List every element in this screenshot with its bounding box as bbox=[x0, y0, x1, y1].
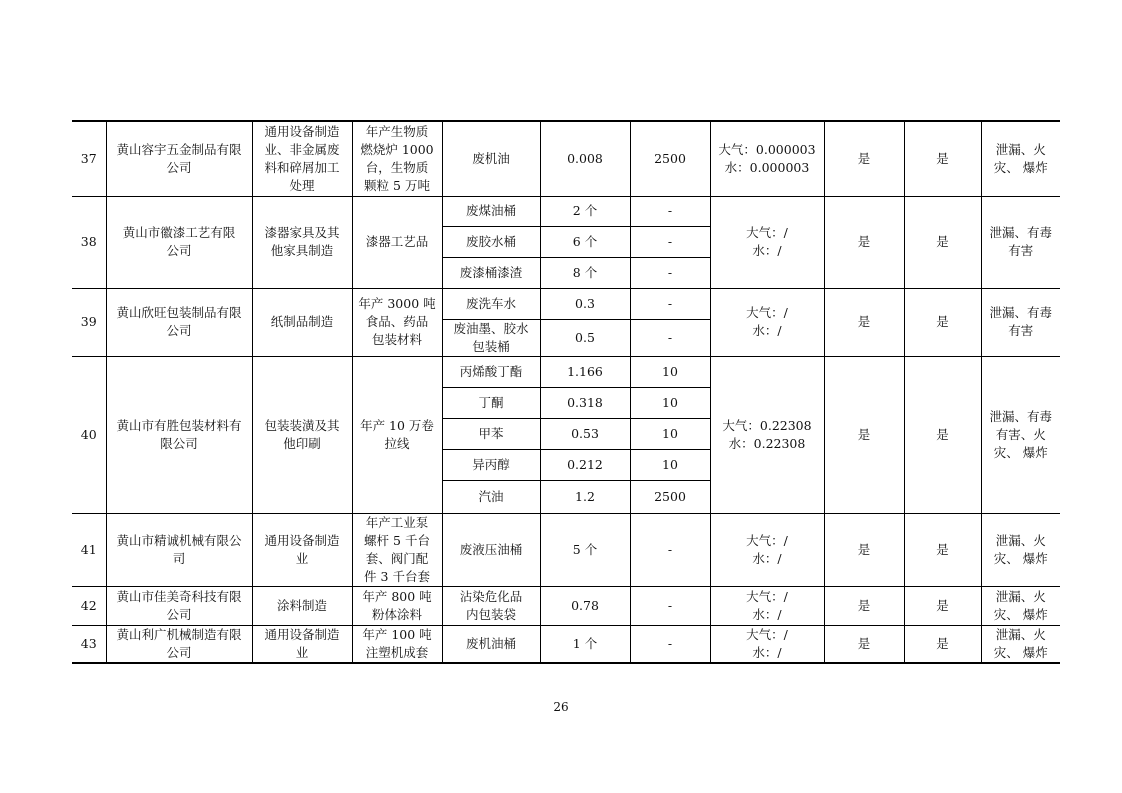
company-name-cell bbox=[106, 586, 252, 625]
threshold-cell bbox=[630, 121, 710, 196]
quantity-cell bbox=[540, 480, 630, 513]
quantity-cell bbox=[540, 356, 630, 387]
flag-cell-a-text: 是 bbox=[857, 541, 871, 557]
industry-cell bbox=[252, 356, 352, 513]
company-name-cell-text: 黄山市精诚机械有限公 司 bbox=[116, 532, 242, 566]
industry-cell-text: 涂料制造 bbox=[276, 597, 327, 613]
company-name-cell bbox=[106, 513, 252, 586]
industry-cell-text: 纸制品制造 bbox=[270, 314, 334, 329]
threshold-cell bbox=[630, 513, 710, 586]
substance-name-cell bbox=[442, 513, 540, 586]
substance-name-cell-text: 废机油桶 bbox=[465, 635, 516, 651]
product-cell bbox=[352, 288, 442, 356]
company-name-cell-text: 黄山利广机械制造有限 公司 bbox=[116, 626, 242, 660]
product-cell bbox=[352, 121, 442, 196]
threshold-cell-text: - bbox=[667, 635, 673, 651]
flag-cell-b bbox=[904, 196, 981, 288]
product-cell bbox=[352, 513, 442, 586]
industry-cell-text: 通用设备制造 业、非金属废 料和碎屑加工 处理 bbox=[264, 123, 340, 193]
industry-cell-text: 通用设备制造 业 bbox=[264, 532, 340, 566]
company-name-cell bbox=[106, 121, 252, 196]
risk-type-cell bbox=[981, 513, 1060, 586]
quantity-cell-text: 0.5 bbox=[575, 329, 595, 345]
substance-name-cell bbox=[442, 625, 540, 663]
substance-name-cell bbox=[442, 121, 540, 196]
emission-cell bbox=[710, 288, 824, 356]
flag-cell-a bbox=[824, 356, 904, 513]
risk-type-cell bbox=[981, 356, 1060, 513]
company-name-cell bbox=[106, 625, 252, 663]
threshold-cell-text: - bbox=[667, 295, 673, 311]
industry-cell bbox=[252, 121, 352, 196]
emission-cell-text: 大气：/ 水：/ bbox=[746, 305, 788, 338]
company-name-cell-text: 黄山市徽漆工艺有限 公司 bbox=[122, 225, 236, 258]
risk-type-cell-text: 泄漏、火 灾、 爆炸 bbox=[993, 588, 1048, 622]
table-row bbox=[72, 513, 1060, 586]
flag-cell-b-text: 是 bbox=[936, 150, 949, 166]
product-cell-text: 年产工业泵 螺杆 5 千台 套、阀门配 件 3 千台套 bbox=[364, 514, 430, 584]
risk-type-cell bbox=[981, 196, 1060, 288]
industry-cell-text: 包装装潢及其 他印刷 bbox=[264, 417, 340, 451]
table-row bbox=[72, 625, 1060, 663]
industry-cell-text: 漆器家具及其 他家具制造 bbox=[264, 225, 340, 258]
threshold-cell bbox=[630, 480, 710, 513]
flag-cell-b bbox=[904, 513, 981, 586]
substance-name-cell-text: 废胶水桶 bbox=[465, 233, 516, 249]
quantity-cell-text: 8 个 bbox=[572, 264, 598, 280]
company-name-cell bbox=[106, 196, 252, 288]
industry-cell bbox=[252, 513, 352, 586]
row-number-cell bbox=[72, 625, 106, 663]
emission-cell bbox=[710, 356, 824, 513]
threshold-cell bbox=[630, 625, 710, 663]
row-number-cell-text: 38 bbox=[80, 234, 97, 249]
table-row bbox=[72, 356, 1060, 387]
threshold-cell-text: - bbox=[667, 597, 673, 613]
flag-cell-b bbox=[904, 625, 981, 663]
flag-cell-a-text: 是 bbox=[857, 635, 871, 651]
substance-name-cell-text: 废油墨、胶水 包装桶 bbox=[453, 320, 529, 354]
table-row bbox=[72, 586, 1060, 625]
threshold-cell bbox=[630, 257, 710, 288]
row-number-cell-text: 43 bbox=[80, 635, 97, 651]
table-row bbox=[72, 196, 1060, 226]
company-name-cell bbox=[106, 356, 252, 513]
flag-cell-a-text: 是 bbox=[857, 597, 871, 613]
quantity-cell bbox=[540, 196, 630, 226]
row-number-cell bbox=[72, 586, 106, 625]
flag-cell-a bbox=[824, 513, 904, 586]
flag-cell-a bbox=[824, 121, 904, 196]
flag-cell-b-text: 是 bbox=[936, 426, 949, 442]
threshold-cell bbox=[630, 319, 710, 356]
flag-cell-b-text: 是 bbox=[936, 234, 949, 249]
substance-name-cell-text: 丁酮 bbox=[478, 394, 504, 410]
flag-cell-a bbox=[824, 625, 904, 663]
company-name-cell-text: 黄山市佳美奇科技有限 公司 bbox=[116, 588, 242, 622]
threshold-cell bbox=[630, 418, 710, 449]
quantity-cell bbox=[540, 288, 630, 319]
substance-name-cell-text: 汽油 bbox=[478, 488, 504, 504]
substance-name-cell bbox=[442, 288, 540, 319]
emission-cell-text: 大气：0.000003 水：0.000003 bbox=[718, 141, 816, 175]
flag-cell-a-text: 是 bbox=[857, 426, 871, 442]
company-name-cell bbox=[106, 288, 252, 356]
product-cell-text: 年产 100 吨 注塑机成套 bbox=[362, 626, 432, 660]
substance-name-cell bbox=[442, 196, 540, 226]
page-number: 26 bbox=[553, 700, 569, 714]
company-name-cell-text: 黄山欣旺包装制品有限 公司 bbox=[116, 305, 242, 338]
product-cell-text: 漆器工艺品 bbox=[365, 234, 429, 249]
threshold-cell-text: 10 bbox=[662, 394, 678, 410]
threshold-cell-text: - bbox=[667, 264, 673, 280]
flag-cell-a-text: 是 bbox=[857, 150, 871, 166]
threshold-cell bbox=[630, 586, 710, 625]
enterprise-risk-table bbox=[72, 120, 1060, 664]
quantity-cell bbox=[540, 586, 630, 625]
threshold-cell bbox=[630, 449, 710, 480]
risk-type-cell bbox=[981, 586, 1060, 625]
quantity-cell-text: 5 个 bbox=[572, 541, 598, 557]
risk-type-cell bbox=[981, 625, 1060, 663]
quantity-cell-text: 0.318 bbox=[567, 394, 603, 410]
threshold-cell-text: - bbox=[667, 541, 673, 557]
company-name-cell-text: 黄山市有胜包装材料有 限公司 bbox=[116, 417, 242, 451]
product-cell bbox=[352, 586, 442, 625]
emission-cell-text: 大气：/ 水：/ bbox=[746, 588, 788, 622]
row-number-cell bbox=[72, 121, 106, 196]
row-number-cell bbox=[72, 196, 106, 288]
risk-type-cell bbox=[981, 121, 1060, 196]
industry-cell bbox=[252, 586, 352, 625]
table-row bbox=[72, 121, 1060, 196]
substance-name-cell bbox=[442, 226, 540, 257]
quantity-cell-text: 0.78 bbox=[571, 597, 599, 613]
quantity-cell-text: 1 个 bbox=[572, 635, 598, 651]
emission-cell bbox=[710, 625, 824, 663]
threshold-cell-text: 2500 bbox=[654, 488, 686, 504]
threshold-cell-text: 2500 bbox=[654, 150, 686, 166]
risk-type-cell-text: 泄漏、火 灾、 爆炸 bbox=[993, 141, 1048, 175]
quantity-cell bbox=[540, 625, 630, 663]
table-body bbox=[72, 121, 1060, 663]
flag-cell-b bbox=[904, 356, 981, 513]
product-cell-text: 年产 800 吨 粉体涂料 bbox=[362, 588, 432, 622]
substance-name-cell-text: 甲苯 bbox=[478, 425, 504, 441]
quantity-cell-text: 0.212 bbox=[567, 456, 603, 472]
threshold-cell bbox=[630, 387, 710, 418]
risk-type-cell-text: 泄漏、火 灾、 爆炸 bbox=[993, 626, 1048, 660]
emission-cell-text: 大气：/ 水：/ bbox=[746, 626, 788, 660]
row-number-cell bbox=[72, 288, 106, 356]
flag-cell-b-text: 是 bbox=[936, 541, 949, 557]
quantity-cell-text: 1.166 bbox=[567, 363, 603, 379]
quantity-cell-text: 0.008 bbox=[567, 150, 603, 166]
substance-name-cell-text: 丙烯酸丁酯 bbox=[459, 363, 523, 379]
row-number-cell-text: 40 bbox=[80, 426, 97, 442]
row-number-cell bbox=[72, 513, 106, 586]
quantity-cell bbox=[540, 319, 630, 356]
substance-name-cell-text: 异丙醇 bbox=[472, 456, 510, 472]
quantity-cell-text: 6 个 bbox=[572, 233, 598, 249]
row-number-cell-text: 39 bbox=[80, 314, 97, 329]
risk-type-cell-text: 泄漏、有毒 有害 bbox=[989, 225, 1052, 258]
industry-cell bbox=[252, 196, 352, 288]
quantity-cell bbox=[540, 449, 630, 480]
row-number-cell-text: 42 bbox=[80, 597, 97, 613]
quantity-cell bbox=[540, 418, 630, 449]
emission-cell-text: 大气：/ 水：/ bbox=[746, 225, 788, 258]
emission-cell bbox=[710, 196, 824, 288]
quantity-cell bbox=[540, 513, 630, 586]
flag-cell-b bbox=[904, 288, 981, 356]
flag-cell-b-text: 是 bbox=[936, 314, 949, 329]
substance-name-cell-text: 废洗车水 bbox=[465, 295, 516, 311]
flag-cell-a bbox=[824, 288, 904, 356]
flag-cell-a-text: 是 bbox=[857, 314, 871, 329]
quantity-cell-text: 1.2 bbox=[575, 488, 595, 504]
threshold-cell-text: 10 bbox=[662, 363, 678, 379]
substance-name-cell bbox=[442, 449, 540, 480]
substance-name-cell-text: 废机油 bbox=[472, 150, 510, 166]
emission-cell bbox=[710, 121, 824, 196]
product-cell bbox=[352, 196, 442, 288]
quantity-cell bbox=[540, 387, 630, 418]
threshold-cell bbox=[630, 226, 710, 257]
row-number-cell-text: 37 bbox=[80, 150, 97, 166]
quantity-cell bbox=[540, 121, 630, 196]
substance-name-cell bbox=[442, 319, 540, 356]
risk-type-cell-text: 泄漏、有毒 有害、火 灾、 爆炸 bbox=[989, 408, 1052, 460]
product-cell-text: 年产生物质 燃烧炉 1000 台，生物质 颗粒 5 万吨 bbox=[360, 123, 434, 193]
threshold-cell-text: - bbox=[667, 233, 673, 249]
industry-cell-text: 通用设备制造 业 bbox=[264, 626, 340, 660]
substance-name-cell bbox=[442, 387, 540, 418]
emission-cell-text: 大气：0.22308 水：0.22308 bbox=[722, 417, 812, 451]
risk-type-cell-text: 泄漏、火 灾、 爆炸 bbox=[993, 532, 1048, 566]
threshold-cell bbox=[630, 288, 710, 319]
row-number-cell-text: 41 bbox=[80, 541, 97, 557]
quantity-cell-text: 2 个 bbox=[572, 203, 598, 218]
risk-type-cell bbox=[981, 288, 1060, 356]
substance-name-cell bbox=[442, 257, 540, 288]
substance-name-cell-text: 沾染危化品 内包装袋 bbox=[459, 588, 523, 622]
threshold-cell-text: - bbox=[667, 329, 673, 345]
substance-name-cell bbox=[442, 480, 540, 513]
table-row bbox=[72, 288, 1060, 319]
substance-name-cell-text: 废漆桶漆渣 bbox=[459, 264, 523, 280]
threshold-cell bbox=[630, 356, 710, 387]
threshold-cell-text: 10 bbox=[662, 425, 678, 441]
flag-cell-b bbox=[904, 121, 981, 196]
flag-cell-a bbox=[824, 196, 904, 288]
product-cell-text: 年产 10 万卷 拉线 bbox=[360, 417, 434, 451]
risk-type-cell-text: 泄漏、有毒 有害 bbox=[989, 305, 1052, 338]
industry-cell bbox=[252, 625, 352, 663]
emission-cell bbox=[710, 586, 824, 625]
substance-name-cell bbox=[442, 586, 540, 625]
threshold-cell-text: - bbox=[667, 203, 673, 218]
threshold-cell bbox=[630, 196, 710, 226]
flag-cell-b bbox=[904, 586, 981, 625]
industry-cell bbox=[252, 288, 352, 356]
product-cell-text: 年产 3000 吨 食品、药品 包装材料 bbox=[358, 296, 436, 347]
product-cell bbox=[352, 625, 442, 663]
substance-name-cell bbox=[442, 356, 540, 387]
quantity-cell-text: 0.3 bbox=[575, 295, 595, 311]
row-number-cell bbox=[72, 356, 106, 513]
emission-cell bbox=[710, 513, 824, 586]
flag-cell-a-text: 是 bbox=[857, 234, 871, 249]
substance-name-cell-text: 废煤油桶 bbox=[465, 203, 516, 218]
flag-cell-b-text: 是 bbox=[936, 597, 949, 613]
threshold-cell-text: 10 bbox=[662, 456, 678, 472]
quantity-cell bbox=[540, 257, 630, 288]
substance-name-cell bbox=[442, 418, 540, 449]
flag-cell-a bbox=[824, 586, 904, 625]
company-name-cell-text: 黄山容宇五金制品有限 公司 bbox=[116, 141, 242, 175]
product-cell bbox=[352, 356, 442, 513]
substance-name-cell-text: 废液压油桶 bbox=[459, 541, 523, 557]
emission-cell-text: 大气：/ 水：/ bbox=[746, 532, 788, 566]
quantity-cell-text: 0.53 bbox=[571, 425, 599, 441]
flag-cell-b-text: 是 bbox=[936, 635, 949, 651]
quantity-cell bbox=[540, 226, 630, 257]
